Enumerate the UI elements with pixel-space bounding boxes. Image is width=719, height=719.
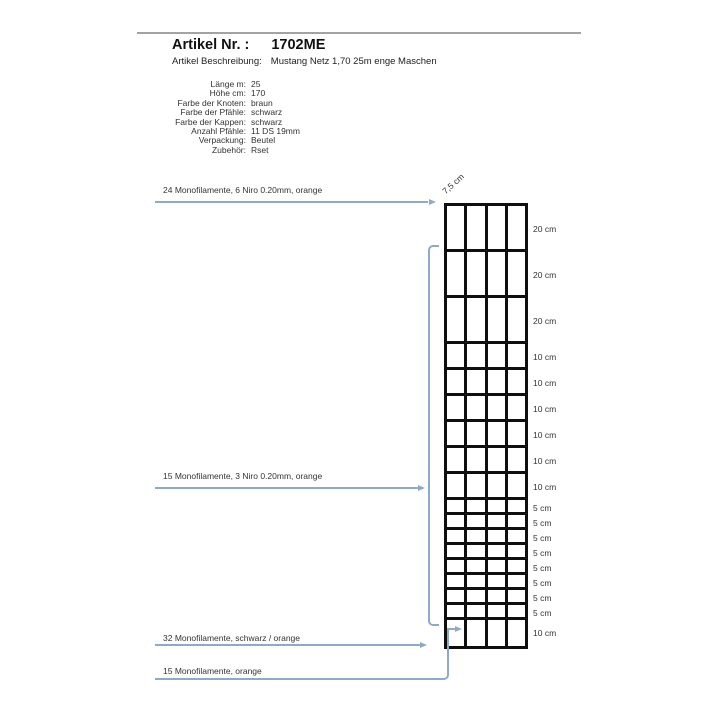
article-description	[172, 56, 437, 67]
net-row	[447, 370, 525, 396]
net-cell	[488, 298, 508, 341]
net-row	[447, 344, 525, 370]
net-cell	[488, 370, 508, 393]
net-row	[447, 396, 525, 422]
attribute-value: 11 DS 19mm	[251, 126, 300, 137]
net-cell	[447, 448, 467, 471]
net-cell	[447, 590, 467, 602]
row-height-label: 20 cm	[533, 224, 557, 234]
row-height-label: 5 cm	[533, 547, 552, 558]
net-row	[447, 515, 525, 530]
net-cell	[467, 560, 487, 572]
attribute-label: Zubehör:	[211, 144, 246, 155]
net-cell	[488, 500, 508, 512]
attribute-label: Farbe der Pfähle:	[180, 107, 246, 118]
net-cell	[467, 448, 487, 471]
net-cell	[467, 370, 487, 393]
net-cell	[488, 396, 508, 419]
attribute-value: Beutel	[251, 135, 276, 146]
net-cell	[508, 545, 525, 557]
net-cell	[467, 620, 487, 646]
net-row	[447, 560, 525, 575]
net-cell	[447, 396, 467, 419]
net-span-bracket	[428, 245, 439, 626]
attribute-value: schwarz	[251, 116, 283, 127]
net-cell	[467, 422, 487, 445]
net-cell	[488, 590, 508, 602]
attributes-table	[0, 80, 300, 155]
net-row	[447, 206, 525, 252]
net-cell	[447, 298, 467, 341]
net-row	[447, 252, 525, 298]
net-cell	[488, 422, 508, 445]
beschreibung-label: Artikel Beschreibung:	[172, 56, 262, 67]
artikel-nr-value: 1702ME	[271, 37, 326, 53]
net-row	[447, 448, 525, 474]
net-cell	[488, 575, 508, 587]
article-title	[172, 37, 325, 53]
row-height-label: 10 cm	[533, 482, 557, 492]
net-cell	[488, 206, 508, 249]
row-height-label: 5 cm	[533, 562, 552, 573]
net-cell	[508, 206, 525, 249]
net-cell	[467, 396, 487, 419]
net-row	[447, 545, 525, 560]
net-cell	[447, 575, 467, 587]
net-cell	[508, 344, 525, 367]
net-cell	[447, 252, 467, 295]
row-height-label: 10 cm	[533, 430, 557, 440]
net-cell	[467, 590, 487, 602]
net-row	[447, 590, 525, 605]
net-cell	[508, 515, 525, 527]
net-cell	[447, 206, 467, 249]
annotation-middle-arrow-line	[155, 487, 418, 489]
net-cell	[467, 474, 487, 497]
net-cell	[467, 545, 487, 557]
net-grid	[444, 203, 528, 649]
row-height-label: 10 cm	[533, 378, 557, 388]
row-height-label: 10 cm	[533, 628, 557, 638]
beschreibung-value: Mustang Netz 1,70 25m enge Maschen	[270, 56, 437, 67]
attribute-value: schwarz	[251, 107, 283, 118]
net-cell	[488, 344, 508, 367]
net-cell	[488, 448, 508, 471]
attribute-value: 170	[251, 88, 266, 99]
row-height-label: 5 cm	[533, 577, 552, 588]
net-cell	[447, 370, 467, 393]
row-height-label: 10 cm	[533, 456, 557, 466]
net-row	[447, 620, 525, 646]
net-cell	[467, 206, 487, 249]
row-height-label: 20 cm	[533, 270, 557, 280]
row-height-label: 5 cm	[533, 502, 552, 513]
net-cell	[488, 545, 508, 557]
net-cell	[447, 500, 467, 512]
net-cell	[488, 620, 508, 646]
annotation-middle-strands: 15 Monofilamente, 3 Niro 0.20mm, orange	[163, 471, 323, 481]
net-cell	[488, 515, 508, 527]
net-cell	[508, 530, 525, 542]
attribute-label: Länge m:	[210, 79, 246, 89]
attribute-value: 25	[251, 79, 261, 89]
row-height-label: 5 cm	[533, 517, 552, 528]
net-row	[447, 298, 525, 344]
net-cell	[508, 620, 525, 646]
row-height-label: 5 cm	[533, 532, 552, 543]
row-height-label: 5 cm	[533, 607, 552, 618]
net-cell	[467, 252, 487, 295]
net-cell	[508, 590, 525, 602]
annotation-bottom-strands: 32 Monofilamente, schwarz / orange	[163, 633, 301, 643]
net-cell	[508, 370, 525, 393]
net-row	[447, 422, 525, 448]
attribute-label: Anzahl Pfähle:	[191, 126, 246, 137]
row-height-label: 5 cm	[533, 592, 552, 603]
attribute-row	[0, 146, 300, 155]
net-cell	[447, 422, 467, 445]
net-cell	[508, 422, 525, 445]
net-cell	[508, 448, 525, 471]
net-cell	[508, 474, 525, 497]
net-cell	[488, 474, 508, 497]
net-cell	[447, 605, 467, 617]
net-row	[447, 530, 525, 545]
net-cell	[467, 344, 487, 367]
row-height-label: 10 cm	[533, 352, 557, 362]
net-cell	[508, 605, 525, 617]
net-cell	[488, 605, 508, 617]
annotation-middle-arrowhead-icon	[418, 485, 425, 491]
header-divider	[137, 32, 581, 34]
annotation-bottomrow-arrowhead-icon	[455, 626, 462, 632]
net-cell	[508, 252, 525, 295]
net-row	[447, 474, 525, 500]
net-cell	[508, 396, 525, 419]
row-height-label: 10 cm	[533, 404, 557, 414]
annotation-top-arrowhead-icon	[429, 199, 436, 205]
net-cell	[508, 575, 525, 587]
attribute-value: Rset	[251, 144, 269, 155]
net-cell	[508, 298, 525, 341]
net-cell	[447, 344, 467, 367]
net-cell	[447, 560, 467, 572]
net-cell	[467, 530, 487, 542]
net-cell	[488, 560, 508, 572]
attribute-label: Farbe der Knoten:	[177, 97, 246, 108]
annotation-bottomrow-connector	[155, 628, 449, 680]
annotation-bottomrow-strands: 15 Monofilamente, orange	[163, 666, 262, 676]
net-cell	[467, 500, 487, 512]
artikel-nr-label: Artikel Nr. :	[172, 37, 250, 53]
attribute-label: Farbe der Kappen:	[175, 116, 246, 127]
net-cell	[447, 620, 467, 646]
net-cell	[467, 575, 487, 587]
net-cell	[488, 252, 508, 295]
annotation-bottomrow-connector-top	[447, 628, 455, 630]
net-row	[447, 605, 525, 620]
annotation-top-arrow-line	[155, 201, 428, 203]
net-cell	[467, 605, 487, 617]
net-row	[447, 575, 525, 590]
net-cell	[508, 560, 525, 572]
net-cell	[447, 530, 467, 542]
net-cell	[447, 545, 467, 557]
attribute-label: Verpackung:	[198, 135, 246, 146]
net-row	[447, 500, 525, 515]
net-cell	[488, 530, 508, 542]
attribute-value: braun	[251, 97, 273, 108]
net-width-label: 7,5 cm	[440, 171, 466, 196]
net-cell	[467, 515, 487, 527]
row-height-label: 20 cm	[533, 316, 557, 326]
net-cell	[508, 500, 525, 512]
net-cell	[467, 298, 487, 341]
attribute-label: Höhe cm:	[209, 88, 246, 99]
net-cell	[447, 474, 467, 497]
net-cell	[447, 515, 467, 527]
annotation-top-strands: 24 Monofilamente, 6 Niro 0.20mm, orange	[163, 185, 323, 195]
